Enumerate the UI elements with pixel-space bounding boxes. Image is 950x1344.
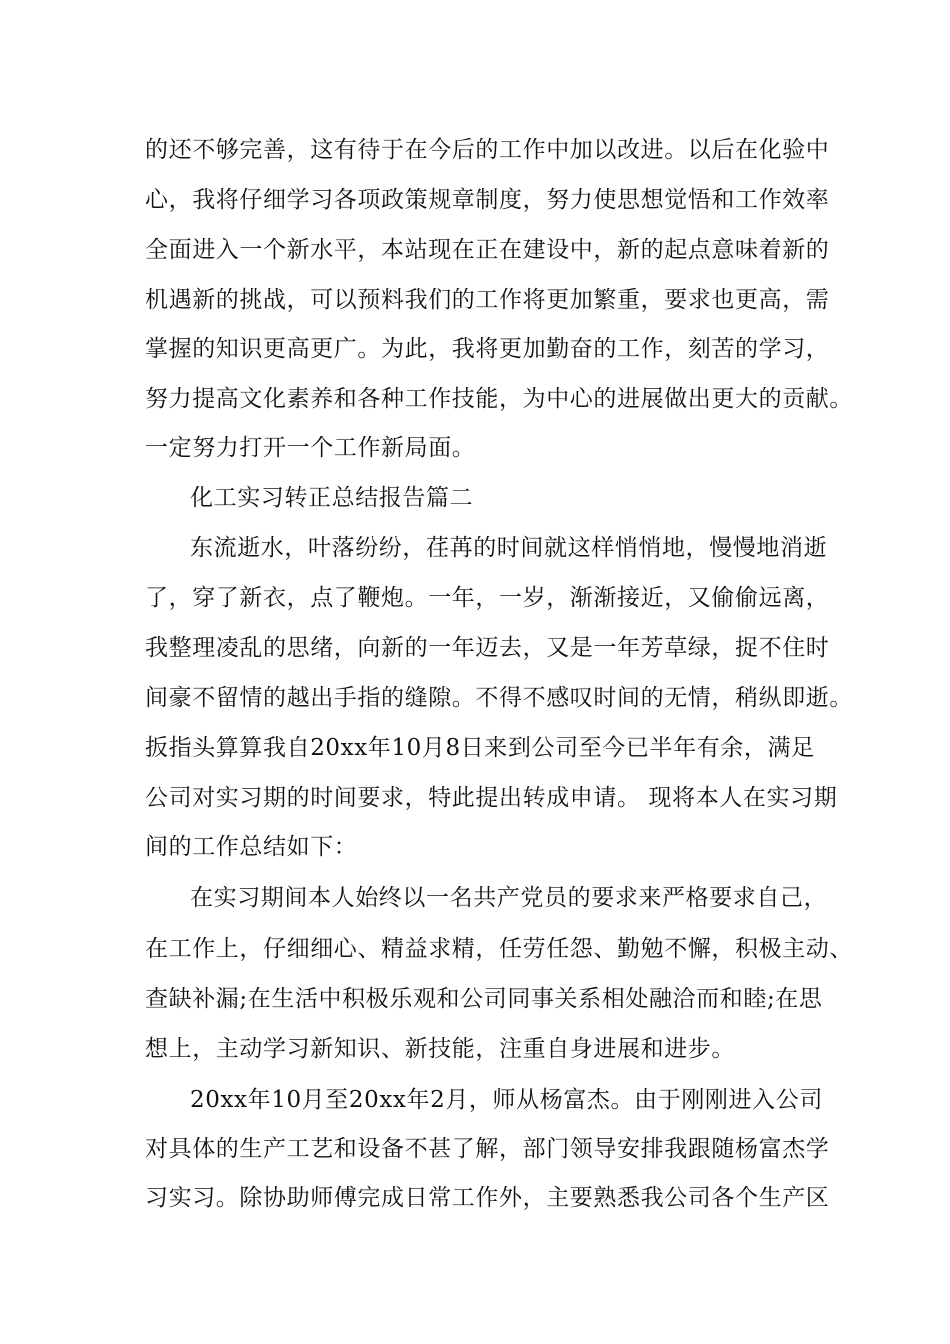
- text-line: 在工作上，仔细细心、精益求精，任劳任怨、勤勉不懈，积极主动、: [145, 936, 853, 962]
- text-line: 对具体的生产工艺和设备不甚了解，部门领导安排我跟随杨富杰学: [145, 1136, 830, 1162]
- text-line: 20xx年10月至20xx年2月，师从杨富杰。由于刚刚进入公司: [190, 1087, 823, 1113]
- text-line: 了，穿了新衣，点了鞭炮。一年，一岁，渐渐接近，又偷偷远离，: [145, 585, 830, 611]
- text-line: 查缺补漏;在生活中积极乐观和公司同事关系相处融洽而和睦;在思: [145, 986, 823, 1012]
- text-line: 全面进入一个新水平，本站现在正在建设中，新的起点意味着新的: [145, 237, 830, 263]
- text-line: 扳指头算算我自20xx年10月8日来到公司至今已半年有余，满足: [145, 735, 815, 761]
- section-heading: 化工实习转正总结报告篇二: [190, 485, 474, 511]
- text-line: 一定努力打开一个工作新局面。: [145, 435, 476, 461]
- text-line: 在实习期间本人始终以一名共产党员的要求来严格要求自己，: [190, 885, 828, 911]
- text-line: 心，我将仔细学习各项政策规章制度，努力使思想觉悟和工作效率: [145, 187, 830, 213]
- text-line: 东流逝水，叶落纷纷，荏苒的时间就这样悄悄地，慢慢地消逝: [190, 535, 828, 561]
- text-line: 的还不够完善，这有待于在今后的工作中加以改进。以后在化验中: [145, 137, 830, 163]
- text-line: 间豪不留情的越出手指的缝隙。不得不感叹时间的无情，稍纵即逝。: [145, 685, 853, 711]
- text-line: 间的工作总结如下：: [145, 834, 358, 860]
- text-line: 公司对实习期的时间要求，特此提出转成申请。 现将本人在实习期: [145, 785, 838, 811]
- text-line: 努力提高文化素养和各种工作技能，为中心的进展做出更大的贡献。: [145, 386, 853, 412]
- text-line: 掌握的知识更高更广。为此，我将更加勤奋的工作，刻苦的学习，: [145, 336, 830, 362]
- text-line: 我整理凌乱的思绪，向新的一年迈去，又是一年芳草绿，捉不住时: [145, 635, 830, 661]
- text-line: 机遇新的挑战，可以预料我们的工作将更加繁重，要求也更高，需: [145, 287, 830, 313]
- text-line: 想上，主动学习新知识、新技能，注重自身进展和进步。: [145, 1036, 735, 1062]
- text-line: 习实习。除协助师傅完成日常工作外，主要熟悉我公司各个生产区: [145, 1185, 830, 1211]
